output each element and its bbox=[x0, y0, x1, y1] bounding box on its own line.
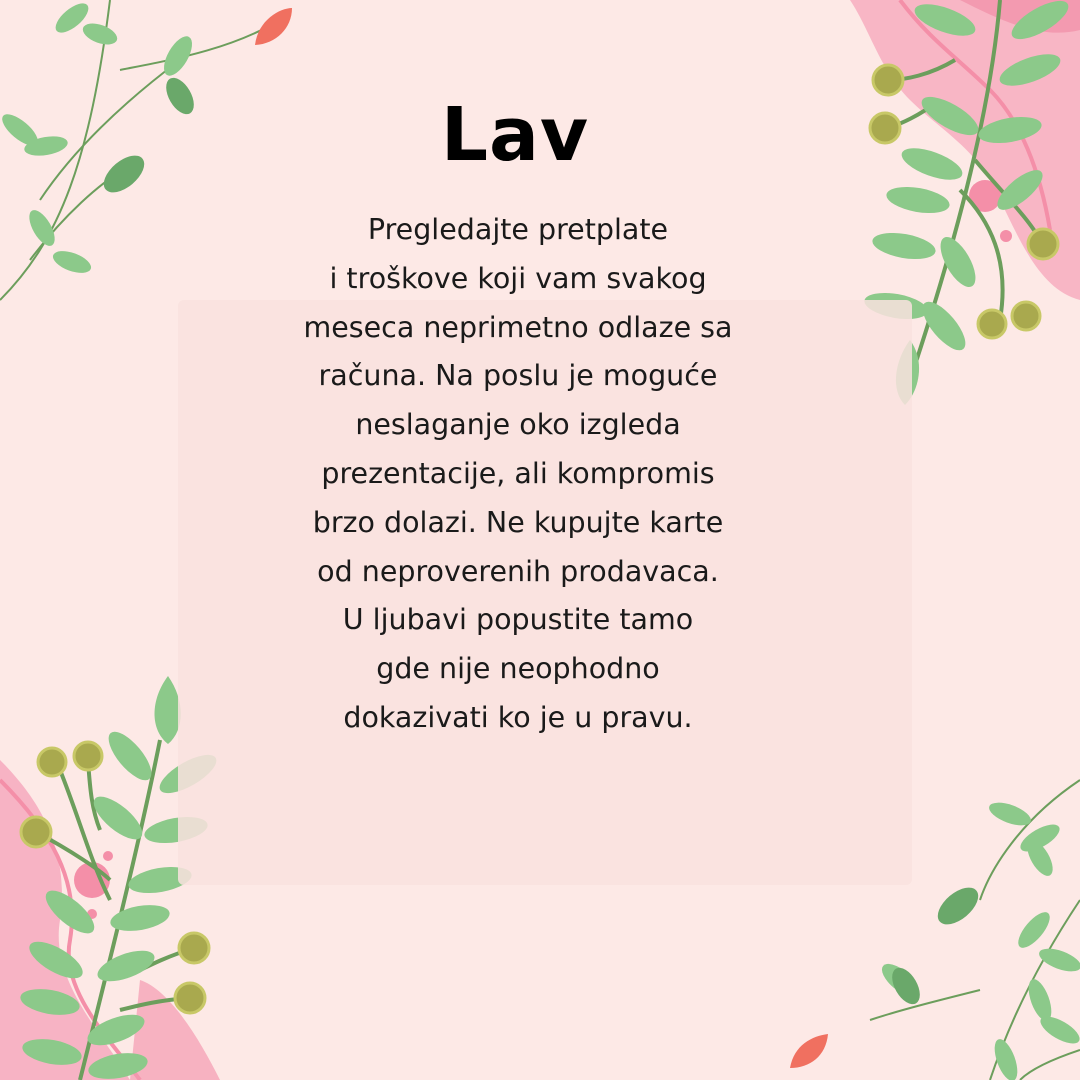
bottom-right-dark-leaves bbox=[886, 881, 984, 1009]
bottom-right-petal bbox=[790, 1034, 828, 1068]
text-line: prezentacije, ali kompromis bbox=[321, 456, 715, 490]
text-line: i troškove koji vam svakog bbox=[329, 261, 707, 295]
text-line: računa. Na poslu je moguće bbox=[318, 359, 718, 393]
text-line: brzo dolazi. Ne kupujte karte bbox=[312, 505, 724, 539]
text-line: gde nije neophodno bbox=[376, 652, 660, 686]
top-left-petal bbox=[255, 8, 292, 45]
text-line: Pregledajte pretplate bbox=[367, 213, 669, 246]
card-title: Lav bbox=[440, 92, 590, 178]
text-line: meseca neprimetno odlaze sa bbox=[303, 310, 733, 344]
horoscope-text bbox=[220, 206, 816, 743]
text-line: U ljubavi popustite tamo bbox=[342, 603, 694, 637]
text-line: neslaganje oko izgleda bbox=[355, 408, 681, 442]
text-line: od neproverenih prodavaca. bbox=[317, 554, 719, 588]
text-line: dokazivati ko je u pravu. bbox=[343, 700, 693, 734]
